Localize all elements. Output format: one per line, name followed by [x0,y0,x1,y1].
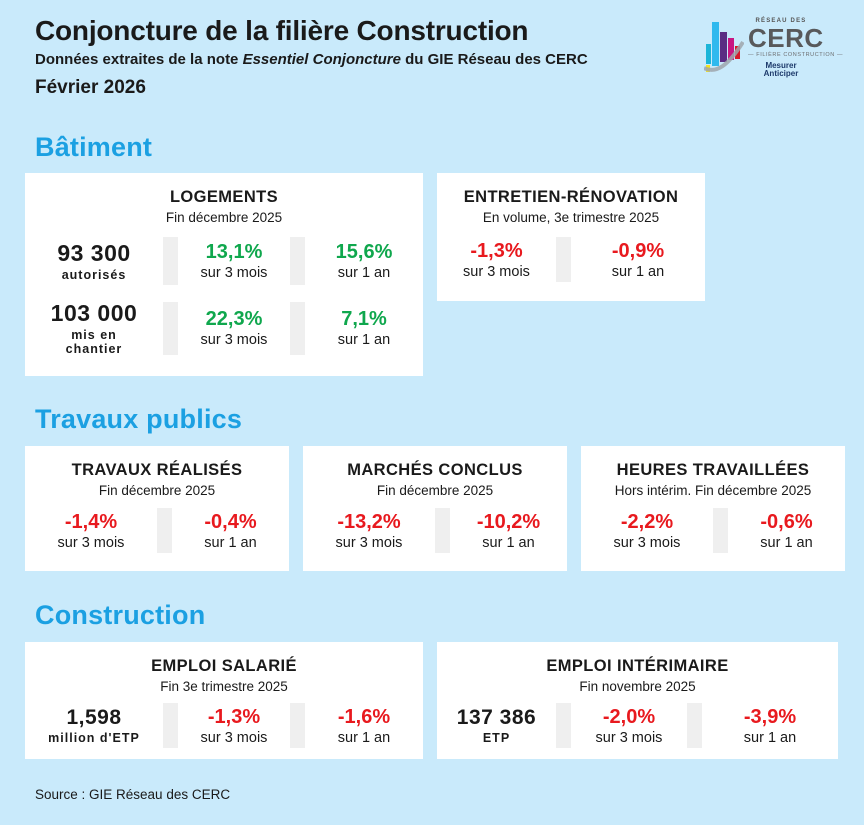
kpi-3-months [303,511,435,551]
kpi-3-months [571,706,687,746]
kpi-value-block [25,706,163,745]
entretien-metrics [437,237,705,282]
kpi-percent: -0,4% [204,510,257,533]
column-divider [713,508,728,553]
kpi-percent: -1,3% [207,705,261,728]
kpi-value-block [25,240,163,282]
kpi-percent: -1,3% [470,239,523,262]
card-entretien-renovation [437,173,705,301]
card-title: TRAVAUX RÉALISÉS [71,461,243,479]
column-divider [435,508,450,553]
card-logements [25,173,423,376]
kpi-1-year [172,511,289,551]
kpi-period-label: sur 1 an [204,534,257,551]
cerc-logo-text [748,18,844,78]
card-subtitle: Fin décembre 2025 [98,483,216,498]
kpi-value-label: ETP [482,731,511,745]
source-note: Source : GIE Réseau des CERC [35,787,231,802]
card-title: MARCHÉS CONCLUS [347,461,523,479]
subtitle-note-name: Essentiel Conjoncture [242,51,401,68]
kpi-percent: -3,9% [743,705,797,728]
card-title: LOGEMENTS [169,188,279,206]
edition-date: Février 2026 [35,77,146,98]
card-title: EMPLOI INTÉRIMAIRE [546,657,729,675]
card-title: HEURES TRAVAILLÉES [616,461,810,479]
page-title: Conjoncture de la filière Construction [35,15,529,46]
kpi-period-label: sur 3 mois [613,534,681,551]
travaux-publics-cards [25,446,838,571]
cerc-logo-icon [704,16,744,80]
kpi-percent: -1,6% [337,705,391,728]
subtitle-prefix: Données extraites de la note [35,51,243,68]
kpi-percent: -13,2% [337,510,401,533]
kpi-value-label: million d'ETP [48,731,140,745]
kpi-1-year [305,241,423,281]
kpi-value-label: mis en chantier [65,328,123,356]
card-metrics [581,508,845,553]
kpi-percent: -2,0% [602,705,656,728]
kpi-period-label: sur 3 mois [335,534,403,551]
section-heading-batiment: Bâtiment [35,132,153,162]
card-metrics [25,703,423,748]
card-metrics [303,508,567,553]
kpi-percent: -0,9% [611,239,665,262]
kpi-3-months [178,706,290,746]
card-emploi-salarie [25,642,423,759]
column-divider [556,703,571,748]
card-metrics [25,508,289,553]
card-subtitle: Fin novembre 2025 [579,679,696,694]
kpi-period-label: sur 3 mois [57,534,125,551]
subtitle-suffix: du GIE Réseau des CERC [400,51,588,68]
logements-row-mis-en-chantier [25,300,423,356]
kpi-percent: -1,4% [64,510,118,533]
column-divider [157,508,172,553]
card-title: ENTRETIEN-RÉNOVATION [463,188,679,206]
kpi-1-year [571,240,705,280]
kpi-value: 137 386 [456,706,537,729]
kpi-percent: -10,2% [476,510,541,533]
logo-motto: Mesurer Anticiper [763,60,799,78]
logo-network-label: RÉSEAU DES [755,18,807,25]
column-divider [290,302,305,355]
kpi-value-label: autorisés [61,268,127,282]
kpi-3-months [437,240,556,280]
column-divider [163,703,178,748]
kpi-3-months [25,511,157,551]
card-metrics [437,703,838,748]
kpi-3-months [581,511,713,551]
kpi-period-label: sur 3 mois [200,265,268,281]
card-subtitle: Hors intérim. Fin décembre 2025 [614,483,812,498]
kpi-1-year [728,511,845,551]
column-divider [687,703,702,748]
kpi-period-label: sur 1 an [743,729,797,746]
kpi-percent: 22,3% [205,308,263,330]
kpi-period-label: sur 1 an [482,534,535,551]
card-marches-conclus [303,446,567,571]
kpi-value-block [437,706,556,745]
kpi-period-label: sur 1 an [337,332,391,348]
kpi-period-label: sur 3 mois [595,729,663,746]
kpi-1-year [450,511,567,551]
card-subtitle: Fin décembre 2025 [165,210,283,225]
column-divider [163,302,178,355]
column-divider [290,703,305,748]
kpi-value: 1,598 [66,706,122,729]
kpi-period-label: sur 1 an [611,263,665,280]
column-divider [556,237,571,282]
kpi-1-year [305,308,423,348]
kpi-period-label: sur 3 mois [200,729,268,746]
logements-row-autorises [25,237,423,285]
card-subtitle: Fin décembre 2025 [376,483,494,498]
kpi-1-year [702,706,838,746]
kpi-percent: -2,2% [620,510,674,533]
kpi-1-year [305,706,423,746]
page-subtitle [35,51,588,68]
kpi-percent: 7,1% [341,308,387,330]
column-divider [290,237,305,285]
card-heures-travaillees [581,446,845,571]
kpi-3-months [178,241,290,281]
kpi-value-block [25,300,163,356]
kpi-value: 93 300 [57,240,131,266]
kpi-period-label: sur 3 mois [200,332,268,348]
cerc-logo [704,12,844,84]
card-emploi-interimaire [437,642,838,759]
kpi-percent: 13,1% [205,241,263,263]
logo-name: CERC [748,23,824,54]
logo-tagline: — FILIÈRE CONSTRUCTION — [748,52,844,59]
kpi-period-label: sur 1 an [337,729,391,746]
card-title: EMPLOI SALARIÉ [151,657,297,675]
kpi-percent: -0,6% [760,510,813,533]
kpi-3-months [178,308,290,348]
section-heading-construction: Construction [35,600,206,630]
section-heading-travaux-publics: Travaux publics [35,404,243,434]
kpi-value: 103 000 [50,300,138,326]
card-subtitle: En volume, 3e trimestre 2025 [482,210,660,225]
card-subtitle: Fin 3e trimestre 2025 [160,679,288,694]
kpi-period-label: sur 1 an [337,265,391,281]
kpi-percent: 15,6% [335,241,393,263]
card-travaux-realises [25,446,289,571]
column-divider [163,237,178,285]
kpi-period-label: sur 1 an [760,534,813,551]
kpi-period-label: sur 3 mois [463,263,530,280]
